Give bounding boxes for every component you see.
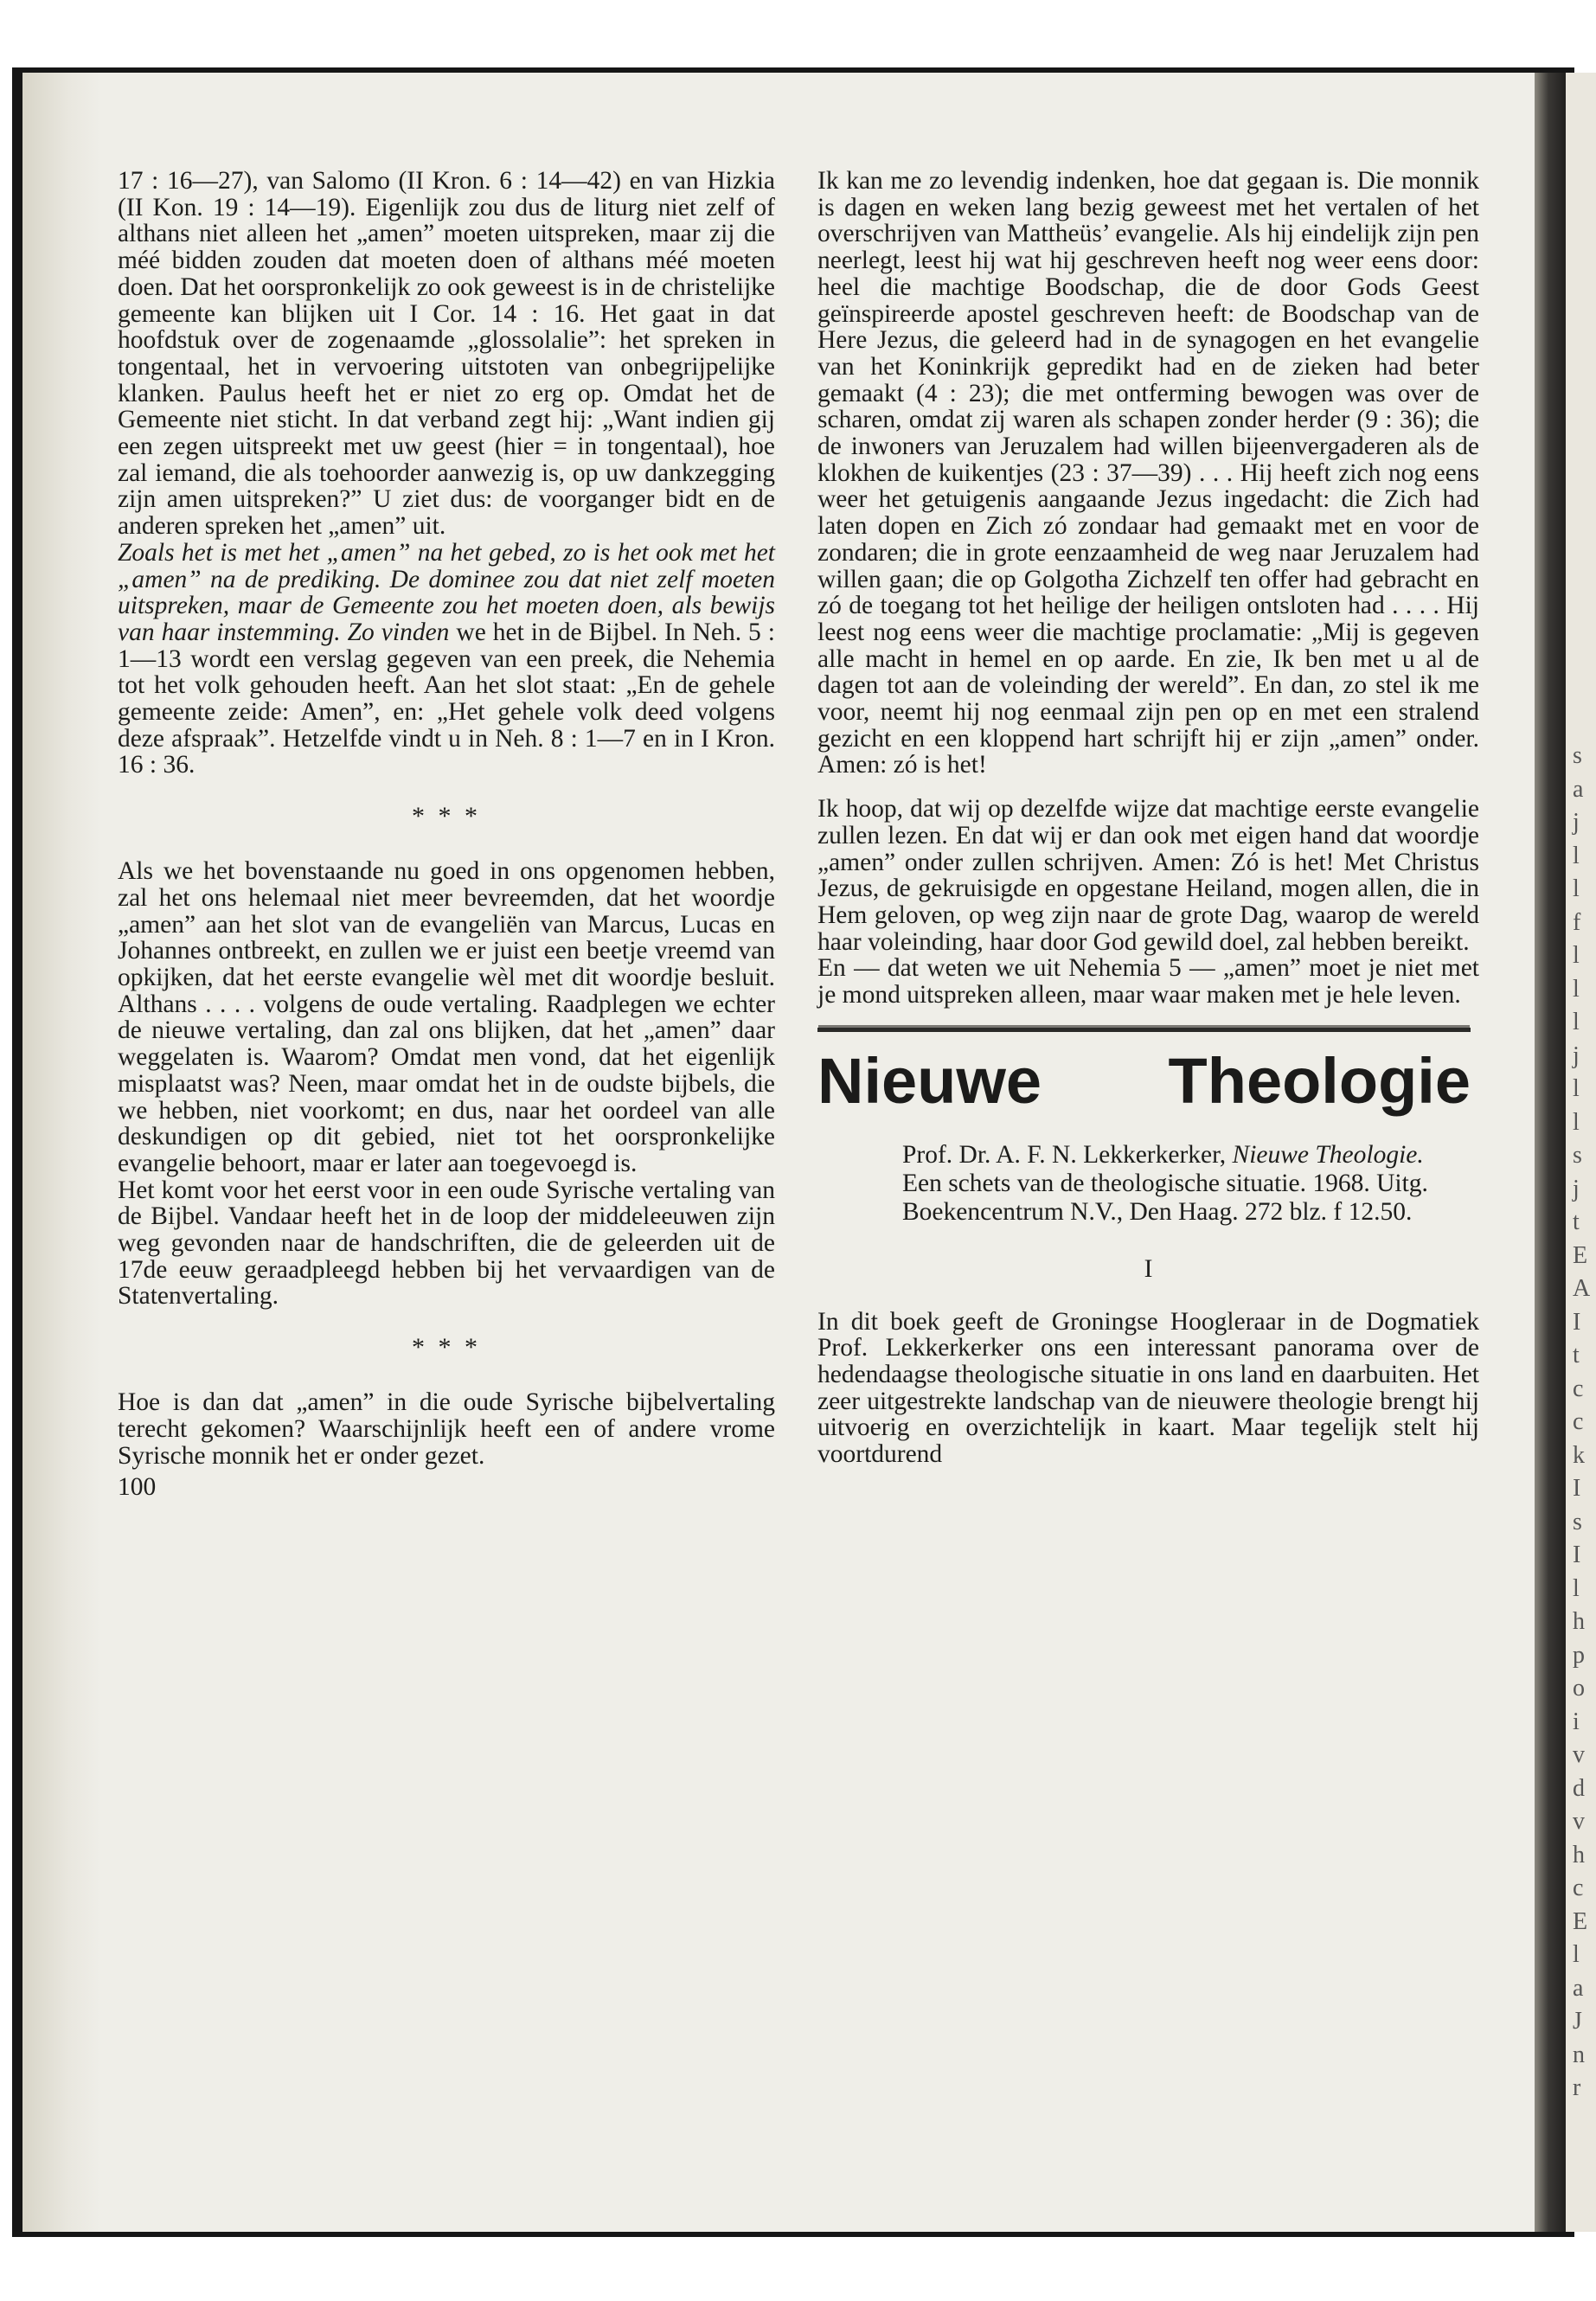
- edge-letter: t: [1573, 1342, 1580, 1368]
- asterism: * * *: [412, 1333, 481, 1362]
- edge-letter: h: [1573, 1608, 1585, 1635]
- paragraph-text: Zoals het is met het „amen” na het gebed, zo is het ook met het „amen” na de prediking. De dominee zou dat niet zelf moeten uitspreken, maar de Gemeente zou het moeten doen, als bewijs: [118, 538, 775, 620]
- book-title: Nieuwe Theologie.: [1232, 1140, 1424, 1169]
- paragraph: Ik hoop, dat wij op dezelfde wijze dat machtige eerste evangelie zullen lezen. En dat wij er dan ook met eigen hand dat woordje „amen” onder zullen schrijven. Amen: Zó is het! Met Christus Jezus, de gekruisigde en opgestane Heiland, mogen allen, die in Hem geloven, op weg zijn naar de grote Dag, waarop de wereld haar voleinding, haar door God gewild doel, zal hebben bereikt.: [817, 795, 1479, 956]
- edge-letter: h: [1573, 1841, 1585, 1868]
- edge-letter: l: [1573, 942, 1580, 969]
- edge-letter: J: [1573, 2008, 1582, 2035]
- asterism: * * *: [412, 802, 481, 831]
- paragraph-text: we het in de Bijbel. In Neh. 5 : 1—13 wordt een verslag gegeven van een preek, die Nehemia tot het volk gehouden heeft. Aan het slot staat: „En de gehele gemeente zeide: Amen”, en: „Het gehele volk deed volgens deze afspraak”. Hetzelfde vindt u in Neh. 8 : 1—7 en in I Kron. 16 : 36.: [118, 618, 775, 779]
- edge-letter: s: [1573, 742, 1582, 769]
- paragraph: [118, 540, 775, 779]
- paragraph: Als we het bovenstaande nu goed in ons opgenomen hebben, zal het ons helemaal niet meer bevreemden, dat het woordje „amen” aan het slot van de evangeliën van Marcus, Lucas en Johannes ontbreekt, en zullen we er juist een beetje vreemd van opkijken, dat het eerste evangelie wèl met dit woordje besluit. Althans . . . . volgens de oude vertaling. Raadplegen we echter de nieuwe vertaling, dan zal ons blijken, dat het „amen” daar weggelaten is. Waarom? Omdat men vond, dat het eigenlijk misplaatst was? Neen, maar omdat het in de oudste bijbels, die we hebben, niet voorkomt; en dus, naar het oordeel van alle deskundigen op dit gebied, niet tot het oorspronkelijke evangelie behoort, maar er later aan toegevoegd is.: [118, 857, 775, 1177]
- paragraph: En — dat weten we uit Nehemia 5 — „amen” moet je niet met je mond uitspreken alleen, maar waar maken met je hele leven.: [817, 954, 1479, 1009]
- page-gutter-shadow: [22, 73, 100, 2232]
- edge-letter: c: [1573, 1375, 1584, 1402]
- edge-letter: I: [1573, 1308, 1581, 1336]
- edge-letter: j: [1573, 809, 1580, 836]
- edge-letter: d: [1573, 1774, 1585, 1802]
- edge-letter: s: [1573, 1508, 1582, 1535]
- paragraph: Het komt voor het eerst voor in een oude Syrische vertaling van de Bijbel. Vandaar heeft het in de loop der middeleeuwen zijn weg gevonden naar de handschriften, die de geleerden uit de 17de eeuw geraadpleegd hebben bij het vervaardigen van de Statenvertaling.: [118, 1176, 775, 1311]
- paragraph: Hoe is dan dat „amen” in die oude Syrische bijbelvertaling terecht gekomen? Waarschijnlijk heeft een of andere vrome Syrische monnik het er onder gezet.: [118, 1388, 775, 1470]
- page-number: 100: [118, 1473, 157, 1502]
- edge-letter: p: [1573, 1641, 1585, 1669]
- edge-letter: r: [1573, 2074, 1581, 2101]
- edge-letter: t: [1573, 1208, 1580, 1235]
- edge-letter: c: [1573, 1875, 1584, 1901]
- edge-letter: a: [1573, 775, 1584, 803]
- edge-letter: l: [1573, 1108, 1580, 1136]
- paragraph: In dit boek geeft de Groningse Hoogleraar in de Dogmatiek Prof. Lekkerkerker ons een interessant panorama over de hedendaagse theologische situatie in ons land en daarbuiten. Het zeer uitgestrekte landschap van de nieuwere theologie brengt hij uitvoerig en overzichtelijk in kaart. Maar tegelijk stelt hij voortdurend: [817, 1307, 1479, 1469]
- edge-letter: I: [1573, 1475, 1581, 1502]
- edge-letter: v: [1573, 1741, 1585, 1768]
- edge-letter: l: [1573, 1941, 1580, 1968]
- book-reference: [902, 1141, 1465, 1227]
- edge-letter: l: [1573, 975, 1580, 1003]
- edge-letter: I: [1573, 1541, 1581, 1568]
- edge-letter: l: [1573, 842, 1580, 869]
- section-title-word: Theologie: [1168, 1044, 1471, 1117]
- paragraph: 17 : 16—27), van Salomo (II Kron. 6 : 14—42) en van Hizkia (II Kon. 19 : 14—19). Eigenlijk zou dus de liturg niet zelf of althans niet alleen het „amen” moeten uitspreken, maar zij die méé bidden zouden dat moeten doen of althans méé moeten doen. Dat het oorspronkelijk zo ook geweest is in de christelijke gemeente kan blijken uit I Cor. 14 : 16. Het gaat in dat hoofdstuk over de zogenaamde „glossolalie”: het spreken in tongentaal, het in vervoering uitstoten van onbegrijpelijke klanken. Paulus heeft het er niet zo erg op. Omdat het de Gemeente niet sticht. In dat verband zegt hij: „Want indien gij een zegen uitspreekt met uw geest (hier = in tongentaal), hoe zal iemand, die als toehoorder aanwezig is, op uw dankzegging zijn amen uitspreken?” U ziet dus: de voorganger bidt en de anderen spreken het „amen” uit.: [118, 167, 775, 541]
- edge-letter: c: [1573, 1408, 1584, 1435]
- subsection-heading: I: [1144, 1254, 1153, 1283]
- edge-letter: A: [1573, 1275, 1591, 1302]
- edge-letter: l: [1573, 1075, 1580, 1102]
- edge-letter: j: [1573, 1175, 1580, 1202]
- edge-letter: l: [1573, 1009, 1580, 1035]
- edge-letter: E: [1573, 1907, 1588, 1935]
- right-column: [817, 168, 1479, 1468]
- paragraph: Ik kan me zo levendig indenken, hoe dat gegaan is. Die monnik is dagen en weken lang bezig geweest met het vertalen of het overschrijven van Mattheüs’ evangelie. Als hij eindelijk zijn pen neerlegt, leest hij wat hij geschreven heeft nog weer eens door: heel die machtige Boodschap, die de door Gods Geest geïnspireerde apostel geschreven heeft: de Boodschap van de Here Jezus, die geleerd had in de synagogen en het evangelie van het Koninkrijk gepredikt had en de zieken had beter gemaakt (4 : 23); die met ontferming bewogen was over de scharen, omdat zij waren als schapen zonder herder (9 : 36); die de inwoners van Jeruzalem had willen bijeenvergaderen als de klokhen de kuikentjes (23 : 37—39) . . . Hij heeft zich nog eens weer het getuigenis aangaande Jezus ingedacht: die Zich had laten dopen en Zich zó zondaar had gemaakt met en voor de zondaren; die in grote eenzaamheid de weg naar Jeruzalem had willen gaan; die op Golgotha Zichzelf ten offer had gebracht en zó de toegang tot het heilige der heiligen ontsloten had . . . . Hij leest nog eens weer die machtige proclamatie: „Mij is gegeven alle macht in hemel en op aarde. En zie, Ik ben met u al de dagen tot aan de voleinding der wereld”. En dan, zo stel ik me voor, neemt hij nog eenmaal zijn pen op en met een stralend gezicht en een kloppend hart schrijft hij er zijn „amen” onder. Amen: zó is het!: [817, 167, 1479, 779]
- edge-letter: a: [1573, 1974, 1584, 2002]
- edge-letter: f: [1573, 908, 1581, 936]
- left-column: [118, 168, 775, 1501]
- book-author: Prof. Dr. A. F. N. Lekkerkerker,: [902, 1140, 1233, 1169]
- book-spine: [1535, 73, 1569, 2232]
- section-rule: [817, 1028, 1471, 1032]
- paragraph-text-italic: van haar instemming. Zo vinden: [118, 618, 450, 646]
- edge-letter: l: [1573, 1574, 1580, 1602]
- edge-letter: o: [1573, 1675, 1585, 1702]
- edge-letter: n: [1573, 2041, 1585, 2068]
- section-title: [817, 1042, 1471, 1120]
- edge-letter: s: [1573, 1142, 1582, 1169]
- edge-letter: i: [1573, 1708, 1580, 1735]
- edge-letter: k: [1573, 1441, 1585, 1469]
- edge-letter: j: [1573, 1042, 1580, 1069]
- edge-letter: E: [1573, 1241, 1588, 1269]
- section-title-word: Nieuwe: [817, 1044, 1042, 1117]
- book-details: Een schets van de theologische situatie. 1968. Uitg. Boekencentrum N.V., Den Haag. 272 blz. f 12.50.: [902, 1169, 1428, 1226]
- edge-letter: v: [1573, 1808, 1585, 1835]
- edge-letter: l: [1573, 875, 1580, 902]
